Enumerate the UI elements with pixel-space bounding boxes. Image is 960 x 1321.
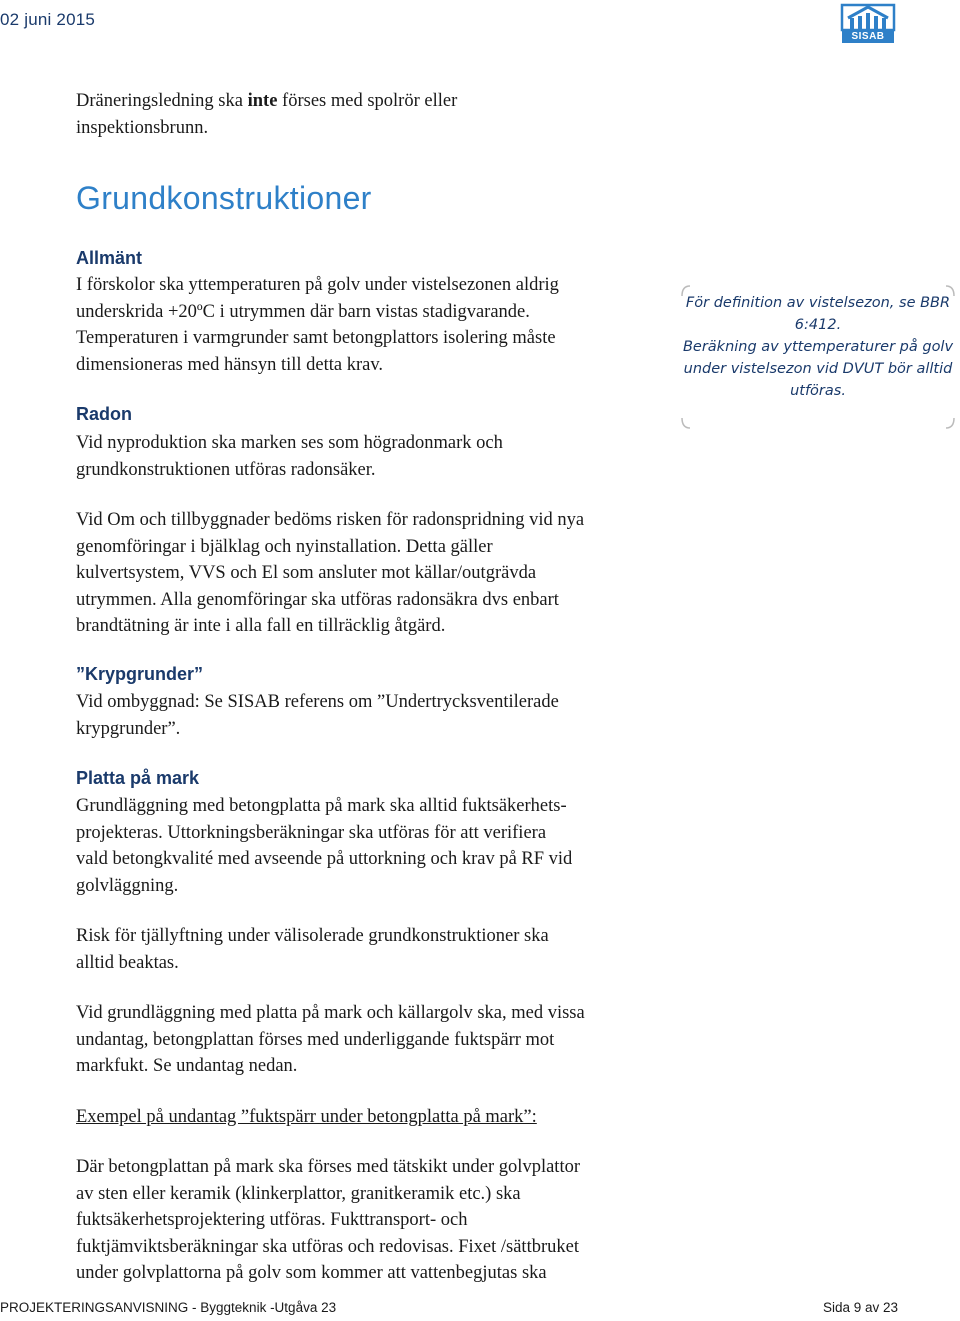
intro-bold: inte [247, 91, 278, 111]
example-heading: Exempel på undantag ”fuktspärr under betongplatta på mark”: [76, 1107, 537, 1127]
sidebar-text: För definition av vistelsezon, se BBR 6:412. Beräkning av yttemperaturer på golv under vistelsezon vid DVUT bör alltid utföras. [682, 295, 954, 399]
krypgrunder-paragraph: Vid ombyggnad: Se SISAB referens om ”Undertrycksventilerade krypgrunder”. [76, 692, 559, 739]
footer-document-title: PROJEKTERINGSANVISNING - Byggteknik -Utgåva 23 [0, 1300, 337, 1315]
header-date: 02 juni 2015 [0, 10, 96, 29]
radon-paragraph-1: Vid nyproduktion ska marken ses som högradonmark och grundkonstruktionen utföras radonsäker. [76, 433, 503, 480]
platta-paragraph-2: Risk för tjällyftning under välisolerade grundkonstruktioner ska alltid beaktas. [76, 926, 549, 973]
heading-radon: Radon [76, 404, 132, 424]
heading-platta: Platta på mark [76, 768, 200, 788]
platta-paragraph-3: Vid grundläggning med platta på mark och källargolv ska, med vissa undantag, betongplattan förses med underliggande fuktspärr mot markfukt. Se undantag nedan. [76, 1003, 585, 1076]
footer-page-number: Sida 9 av 23 [822, 1300, 898, 1315]
page-footer [0, 1300, 898, 1315]
allmant-paragraph: I förskolor ska yttemperaturen på golv under vistelsezonen aldrig underskrida +20ºC i utrymmen där barn vistas stadigvarande. Temperaturen i varmgrunder samt betongplattors isolering måste dimensioneras med hänsyn till detta krav. [76, 275, 559, 375]
logo-text: SISAB [851, 31, 885, 42]
platta-paragraph-1: Grundläggning med betongplatta på mark ska alltid fuktsäkerhets- projekteras. Uttorkningsberäkningar ska utföras för att verifiera vald betongkvalité med avseende på uttorkning och krav på RF vid golvläggning. [76, 796, 573, 896]
intro-line-1: Dräneringsledning ska inte förses med spolrör eller [76, 91, 458, 111]
sisab-logo [840, 2, 896, 44]
platta-paragraph-4: Där betongplattan på mark ska förses med tätskikt under golvplattor av sten eller keramik (klinkerplattor, granitkeramik etc.) ska fuktsäkerhetsprojektering utföras. Fukttransport- och fuktjämviktsberäkningar ska utföras och redovisas. Fixet /sättbruket under golvplattorna på golv som kommer att vattenbegjutas ska [76, 1157, 580, 1283]
intro-line-2: inspektionsbrunn. [76, 117, 209, 138]
radon-paragraph-2: Vid Om och tillbyggnader bedöms risken för radonspridning vid nya genomföringar i bjälklag och nyinstallation. Detta gäller kulvertsystem, VVS och El som ansluter mot källar/outgrävda utrymmen. Alla genomföringar ska utföras radonsäkra dvs enbart brandtätning är inte i alla fall en tillräcklig åtgärd. [76, 510, 585, 636]
heading-allmant: Allmänt [76, 248, 143, 268]
intro-paragraph [76, 88, 696, 141]
page-title: Grundkonstruktioner [76, 180, 372, 216]
sidebar-note [680, 284, 956, 430]
heading-krypgrunder: ”Krypgrunder” [76, 664, 204, 684]
